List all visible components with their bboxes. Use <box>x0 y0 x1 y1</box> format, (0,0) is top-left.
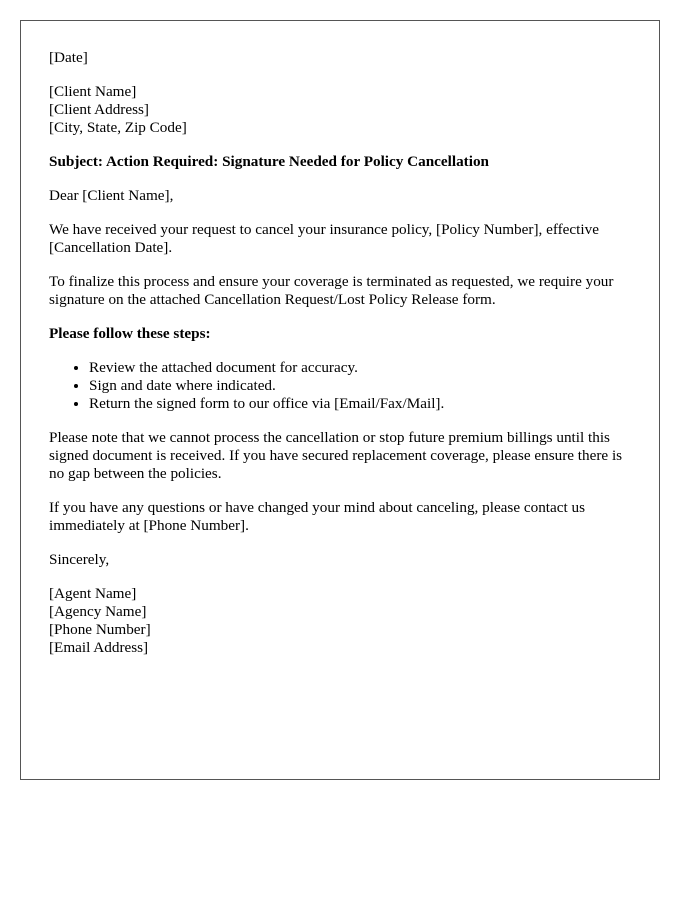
letter-date: [Date] <box>49 49 88 66</box>
body-paragraph-request: We have received your request to cancel your insurance policy, [Policy Number], effective [Cancellation Date]. <box>49 221 599 256</box>
letter-subject: Subject: Action Required: Signature Needed for Policy Cancellation <box>49 153 489 170</box>
letter-signoff: Sincerely, <box>49 551 110 568</box>
step-item-review: • Review the attached document for accuracy. <box>89 359 631 377</box>
steps-list <box>49 359 631 413</box>
steps-heading: Please follow these steps: <box>49 325 211 342</box>
recipient-name: [Client Name] <box>49 83 137 100</box>
recipient-address: [Client Address] <box>49 101 149 118</box>
step-item-sign: • Sign and date where indicated. <box>89 377 631 395</box>
signature-email: [Email Address] <box>49 639 149 656</box>
recipient-city-state-zip: [City, State, Zip Code] <box>49 119 187 136</box>
step-item-return: • Return the signed form to our office via [Email/Fax/Mail]. <box>89 395 631 413</box>
signature-phone: [Phone Number] <box>49 621 151 638</box>
signature-agent-name: [Agent Name] <box>49 585 137 602</box>
recipient-address-block <box>49 83 631 137</box>
body-paragraph-signature-required: To finalize this process and ensure your coverage is terminated as requested, we require your signature on the attached Cancellation Request/Lost Policy Release form. <box>49 273 614 308</box>
letter-page <box>20 20 660 780</box>
signature-agency-name: [Agency Name] <box>49 603 147 620</box>
body-paragraph-contact: If you have any questions or have changed your mind about canceling, please contact us immediately at [Phone Number]. <box>49 499 586 534</box>
letter-salutation: Dear [Client Name], <box>49 187 174 204</box>
signature-block <box>49 585 631 657</box>
body-paragraph-processing-note: Please note that we cannot process the cancellation or stop future premium billings until this signed document is received. If you have secured replacement coverage, please ensure there is no gap between the policies. <box>49 429 623 482</box>
